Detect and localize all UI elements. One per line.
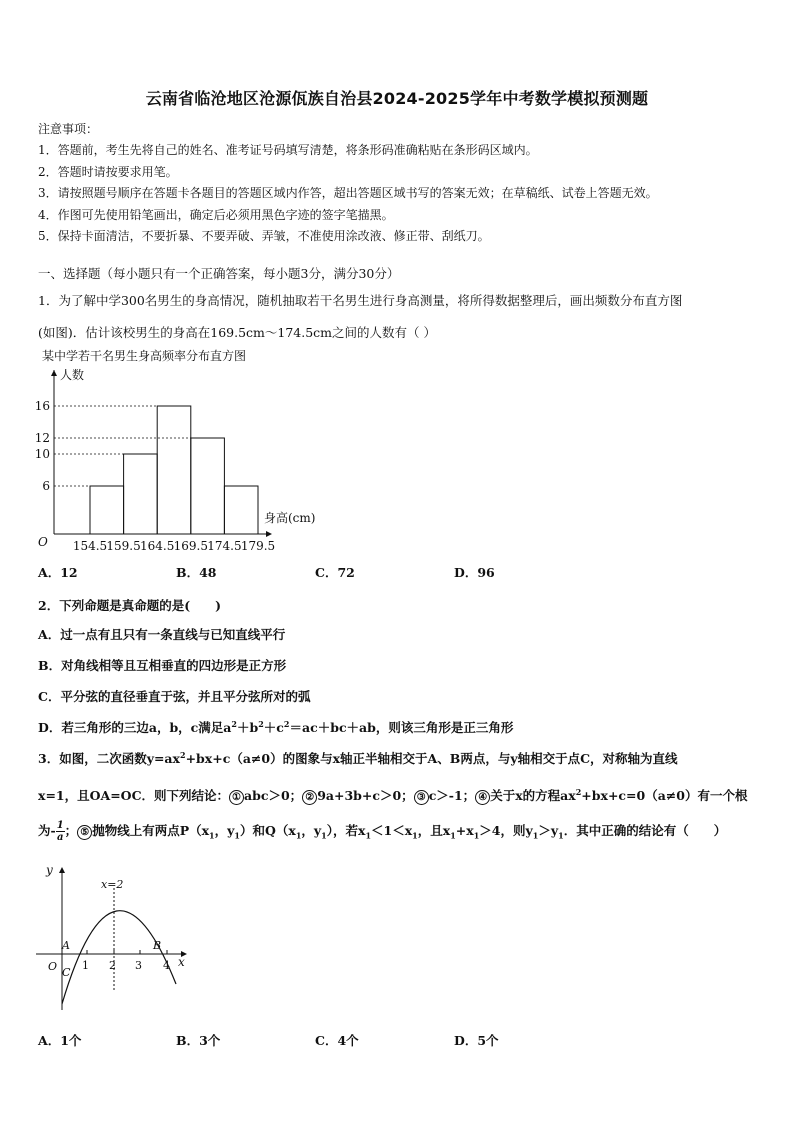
histogram-bar (124, 454, 158, 534)
q2-option-b[interactable]: B．对角线相等且互相垂直的四边形是正方形 (38, 658, 287, 673)
point-b-label: B (153, 939, 162, 952)
x-tick-label: 174.5 (207, 539, 242, 553)
histogram-chart (30, 346, 340, 556)
point-a-label: A (62, 939, 70, 952)
x-tick-label: 169.5 (173, 539, 208, 553)
notice-item: 4．作图可先使用铅笔画出，确定后必须用黑色字迹的签字笔描黑。 (38, 207, 394, 222)
q3-stem-line2: x=1，且OA=OC．则下列结论： ① abc＞0； ② 9a+3b+c＞0； ③ c＞-1； ④ 关于x的方程$ax^2+bx+c=0(a\ne 0)$有一个根 (38, 786, 748, 803)
tick-4: 4 (163, 959, 170, 972)
x-axis-arrow (266, 531, 272, 537)
q3-option-d[interactable]: D．5个 (454, 1033, 499, 1048)
histogram-bar (224, 486, 258, 534)
q2-option-a[interactable]: A．过一点有且只有一条直线与已知直线平行 (38, 627, 286, 642)
notice-list (38, 140, 658, 248)
notice-item: 5．保持卡面清洁，不要折暴、不要弄破、弄皱，不准使用涂改液、修正带、刮纸刀。 (38, 229, 490, 243)
fraction: $\frac{1}{a}$ (56, 820, 64, 843)
histogram-bar (191, 438, 225, 534)
notice-item: 1．答题前，考生先将自己的姓名、准考证号码填写清楚，将条形码准确粘贴在条形码区域内。 (38, 143, 538, 157)
q3-option-c[interactable]: C．4个 (315, 1033, 359, 1048)
q1-option-b[interactable]: B．48 (176, 565, 217, 580)
histogram-bar (90, 486, 124, 534)
point-c-label: C (62, 966, 71, 979)
page-title: 云南省临沧地区沧源佤族自治县2024-2025学年中考数学模拟预测题 (145, 89, 649, 108)
chart-x-ticks (73, 539, 275, 553)
q3-stem-line3: 为- $\frac{1}{a}$ ； ⑤ 抛物线上有两点$P(x_1$，$y_1$）和$Q(x_1$，$y_1$），若$x_1<1<x_1$，且$x_1+x_1>4$，则$y_1>y_1$．其中正确的结论有（ ） (38, 820, 727, 843)
symmetry-label: x=2 (101, 878, 124, 891)
q2-option-c[interactable]: C．平分弦的直径垂直于弦，并且平分弦所对的弧 (38, 689, 311, 704)
notice-item: 3．请按照题号顺序在答题卡各题目的答题区域内作答，超出答题区域书写的答案无效；在草稿纸、试卷上答题无效。 (38, 186, 658, 200)
q1-option-a[interactable]: A．12 (38, 565, 78, 580)
histogram-bar (157, 406, 191, 534)
chart-title: 某中学若干名男生身高频率分布直方图 (42, 349, 247, 363)
y-axis-arrow (51, 370, 57, 376)
y-tick-label: 6 (42, 479, 50, 493)
parabola-figure (28, 858, 198, 1018)
q2-stem: 2．下列命题是真命题的是( ) (38, 598, 222, 613)
origin-o-label: O (48, 960, 58, 973)
section-heading: 一、选择题（每小题只有一个正确答案，每小题3分，满分30分） (38, 266, 400, 281)
notice-heading: 注意事项： (38, 122, 99, 136)
y-tick-label: 16 (34, 399, 50, 413)
tick-3: 3 (135, 959, 142, 972)
q1-option-d[interactable]: D．96 (454, 565, 495, 580)
x-axis-label: 身高(cm) (264, 511, 316, 525)
tick-2: 2 (109, 959, 116, 972)
y-tick-label: 12 (34, 431, 50, 445)
chart-y-ticks (35, 399, 225, 493)
tick-1: 1 (82, 959, 89, 972)
x-tick-label: 164.5 (140, 539, 175, 553)
q3-stem-line1: 3．如图，二次函数$y=ax^2+bx+c(a\ne 0)$的图象与x轴正半轴相交于A、B两点，与y轴相交于点C，对称轴为直线 (38, 749, 678, 766)
q3-option-a[interactable]: A．1个 (38, 1033, 82, 1048)
x-tick-label: 154.5 (72, 539, 108, 553)
y-tick-label: 10 (34, 447, 50, 461)
notice-item: 2．答题时请按要求用笔。 (38, 164, 178, 179)
y-label: y (46, 863, 53, 877)
q1-stem-line1: 1．为了解中学300名男生的身高情况，随机抽取若干名男生进行身高测量，将所得数据整理后，画出频数分布直方图 (38, 293, 683, 308)
parabola-curve (62, 911, 176, 1004)
x-tick-label: 159.5 (106, 539, 141, 553)
origin-label: O (38, 535, 48, 549)
y-axis-label: 人数 (60, 368, 85, 382)
q1-stem-line2: (如图)．估计该校男生的身高在169.5cm～174.5cm之间的人数有（ ） (38, 325, 437, 340)
q3-option-b[interactable]: B．3个 (176, 1033, 221, 1048)
q1-option-c[interactable]: C．72 (315, 565, 355, 580)
chart-bars (90, 406, 258, 534)
q2-option-d[interactable]: D．若三角形的三边a，b，c满足$a^2+b^2+c^2=ac+bc+ab$，则该三角形是正三角形 (38, 718, 514, 735)
chart-axes (51, 370, 272, 537)
x-tick-label: 179.5 (240, 539, 276, 553)
x-label: x (178, 955, 185, 969)
